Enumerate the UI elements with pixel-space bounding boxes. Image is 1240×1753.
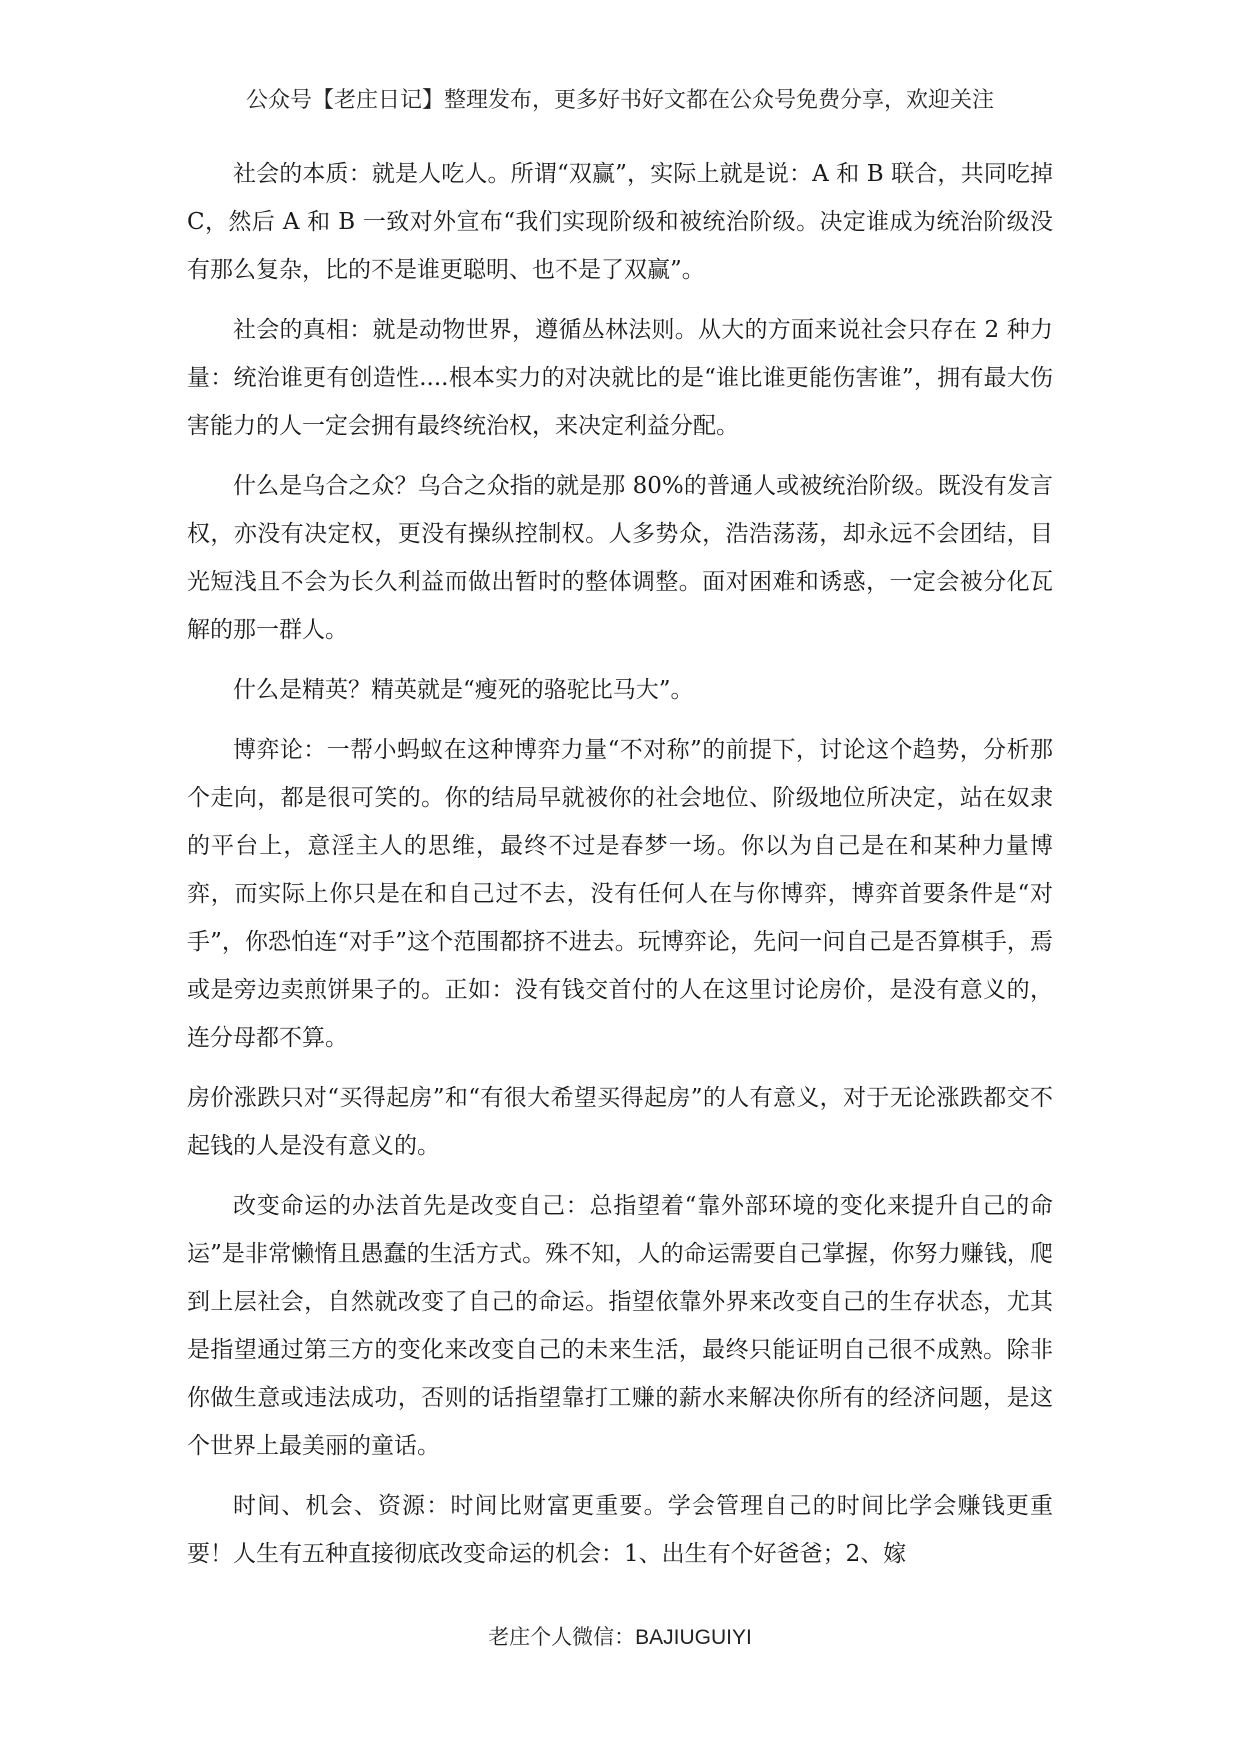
paragraph-time-opportunity: 时间、机会、资源：时间比财富更重要。学会管理自己的时间比学会赚钱更重要！人生有五种直接彻底改变命运的机会：1、出生有个好爸爸；2、嫁: [187, 1493, 1053, 1567]
paragraph-society-essence: 社会的本质：就是人吃人。所谓“双赢”，实际上就是说：A 和 B 联合，共同吃掉 C，然后 A 和 B 一致对外宣布“我们实现阶级和被统治阶级。决定谁成为统治阶级没有那么复杂，比的不是谁更聪明、也不是了双赢”。: [187, 161, 1053, 283]
paragraph-game-theory: 博弈论：一帮小蚂蚁在这种博弈力量“不对称”的前提下，讨论这个趋势，分析那个走向，都是很可笑的。你的结局早就被你的社会地位、阶级地位所决定，站在奴隶的平台上，意淫主人的思维，最终不过是春梦一场。你以为自己是在和某种力量博弈，而实际上你只是在和自己过不去，没有任何人在与你博弈，博弈首要条件是“对手”，你恐怕连“对手”这个范围都挤不进去。玩博弈论，先问一问自己是否算棋手，焉或是旁边卖煎饼果子的。正如：没有钱交首付的人在这里讨论房价，是没有意义的，连分母都不算。: [187, 737, 1053, 1051]
paragraph-mob: 什么是乌合之众？乌合之众指的就是那 80%的普通人或被统治阶级。既没有发言权，亦没有决定权，更没有操纵控制权。人多势众，浩浩荡荡，却永远不会团结，目光短浅且不会为长久利益而做出暂时的整体调整。面对困难和诱惑，一定会被分化瓦解的那一群人。: [187, 473, 1053, 643]
paragraph-house-price: 房价涨跌只对“买得起房”和“有很大希望买得起房”的人有意义，对于无论涨跌都交不起钱的人是没有意义的。: [187, 1085, 1053, 1159]
paragraph-change-fate: 改变命运的办法首先是改变自己：总指望着“靠外部环境的变化来提升自己的命运”是非常懒惰且愚蠢的生活方式。殊不知，人的命运需要自己掌握，你努力赚钱，爬到上层社会，自然就改变了自己的命运。指望依靠外界来改变自己的生存状态，尤其是指望通过第三方的变化来改变自己的未来生活，最终只能证明自己很不成熟。除非你做生意或违法成功，否则的话指望靠打工赚的薪水来解决你所有的经济问题，是这个世界上最美丽的童话。: [187, 1193, 1053, 1459]
paragraph-elite: 什么是精英？精英就是“瘦死的骆驼比马大”。: [233, 677, 694, 703]
document-body: [187, 150, 1053, 1590]
paragraph-society-truth: 社会的真相：就是动物世界，遵循丛林法则。从大的方面来说社会只存在 2 种力量：统治谁更有创造性....根本实力的对决就比的是“谁比谁更能伤害谁”，拥有最大伤害能力的人一定会拥有最终统治权，来决定利益分配。: [187, 317, 1053, 439]
page-footer: 老庄个人微信：BAJIUGUIYI: [488, 1626, 752, 1649]
page-header: 公众号【老庄日记】整理发布，更多好书好文都在公众号免费分享，欢迎关注: [245, 88, 994, 113]
